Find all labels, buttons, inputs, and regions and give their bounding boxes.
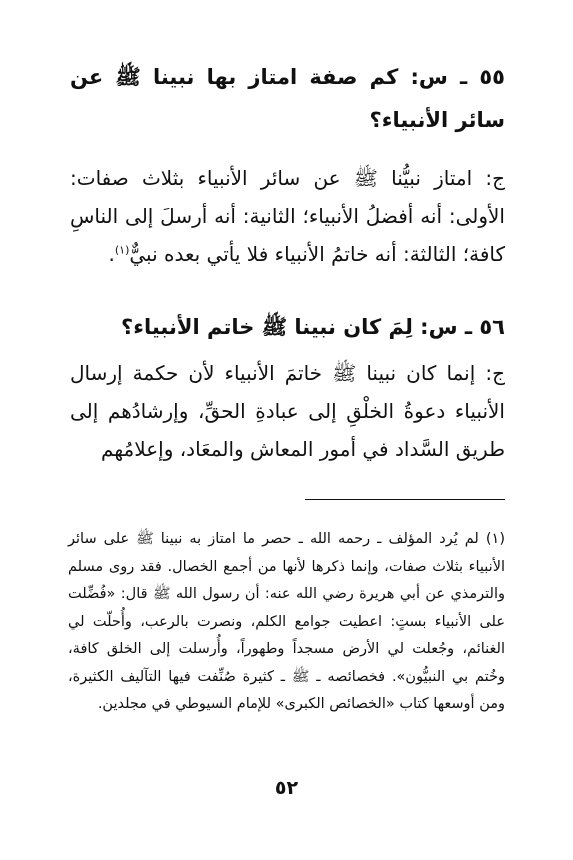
answer-55: ج: امتاز نبيُّنا ﷺ عن سائر الأنبياء بثلاث صفات: الأولى: أنه أفضلُ الأنبياء؛ الثانية: أنه أرسلَ إلى الناسِ كافة؛ الثالثة: أنه خاتمُ الأنبياء فلا يأتي بعده نبيٌّ$^{(١)}$. bbox=[70, 166, 505, 266]
footnote: (١) لم يُرد المؤلف ـ رحمه الله ـ حصر ما امتاز به نبينا ﷺ على سائر الأنبياء بثلاث صفات، وإنما ذكرها لأنها من أجمع الخصال. فقد روى مسلم والترمذي عن أبي هريرة رضي الله عنه: أن رسول الله ﷺ قال: «فُضِّلت على الأنبياء بستٍ: اعطيت جوامع الكلم، ونصرت بالرعب، وأُحلّت لي الغنائم، وجُعلت لي الأرض مسجداً وطهوراً، وأُرسلت إلى الخلق كافة، وخُتم بي النبيُّون». فخصائصه ـ ﷺ ـ كثيرة صُنِّفت فيها التآليف الكثيرة، ومن أوسعها كتاب «الخصائص الكبرى» للإمام السيوطي في مجلدين. bbox=[68, 531, 505, 712]
question-56: ٥٦ ـ س: لِمَ كان نبينا ﷺ خاتم الأنبياء؟ bbox=[121, 315, 505, 339]
answer-56: ج: إنما كان نبينا ﷺ خاتمَ الأنبياء لأن حكمة إرسال الأنبياء دعوةُ الخلْقِ إلى عبادةِ الحقِّ، وإرشادُهم إلى طريق السَّداد في أمور المعاش والمعَاد، وإعلامُهم bbox=[70, 361, 505, 461]
page-number: ٥٢ bbox=[274, 777, 299, 799]
footnote-divider bbox=[305, 499, 505, 500]
question-55: ٥٥ ـ س: كم صفة امتاز بها نبينا ﷺ عن سائر الأنبياء؟ bbox=[70, 65, 505, 132]
footnote-ref[interactable]: (١) bbox=[114, 243, 130, 257]
answer-55-text: ج: امتاز نبيُّنا ﷺ عن سائر الأنبياء بثلاث صفات: الأولى: أنه أفضلُ الأنبياء؛ الثانية: أنه أرسلَ إلى الناسِ كافة؛ الثالثة: أنه خاتمُ الأنبياء فلا يأتي بعده نبيٌّ bbox=[70, 166, 505, 266]
